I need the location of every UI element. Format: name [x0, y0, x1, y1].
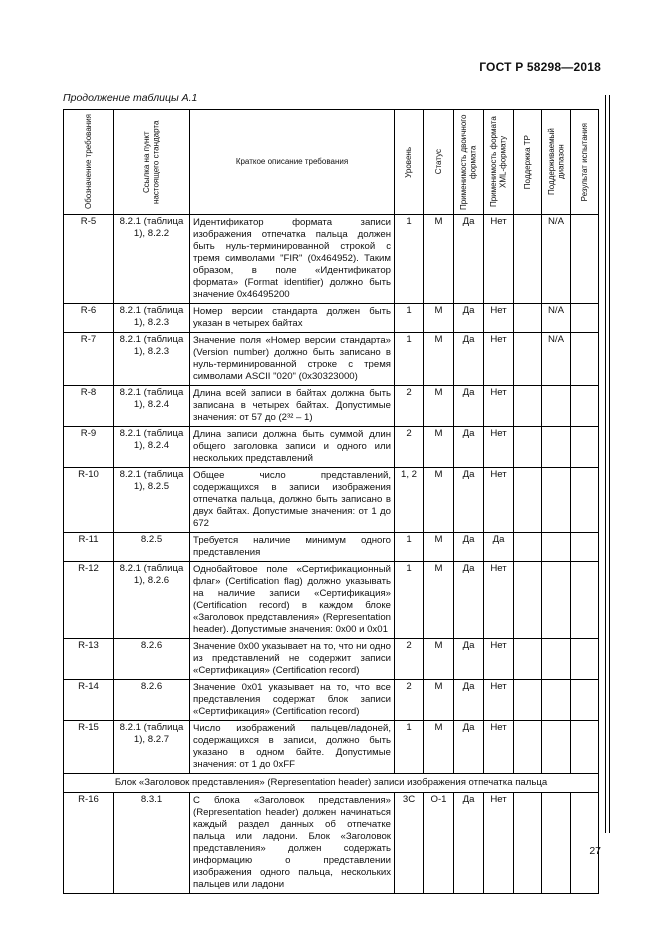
cell-supported-range: [542, 386, 571, 427]
cell-test-result: [571, 639, 599, 680]
cell-supported-range: [542, 533, 571, 562]
col-header-requirement-id: Обозначение требования: [64, 110, 114, 215]
cell-description: Значение 0x01 указывает на то, что все представления содержат блок записи «Сертификация» (Certification record): [190, 680, 395, 721]
cell-test-result: [571, 386, 599, 427]
cell-xml-applicability: Нет: [484, 427, 514, 468]
cell-supported-range: [542, 793, 571, 894]
cell-description: Длина записи должна быть суммой длин общего заголовка записи и одного или нескольких представлений: [190, 427, 395, 468]
cell-xml-applicability: Нет: [484, 333, 514, 386]
cell-supported-range: N/A: [542, 215, 571, 304]
table-continuation-caption: Продолжение таблицы А.1: [63, 92, 198, 104]
section-title: Блок «Заголовок представления» (Representation header) записи изображения отпечатка пальца: [64, 774, 599, 793]
cell-test-result: [571, 333, 599, 386]
cell-level: 2: [395, 427, 424, 468]
cell-reference: 8.2.6: [114, 680, 190, 721]
table-row: [64, 427, 599, 468]
cell-tp-support: [514, 562, 542, 639]
cell-xml-applicability: Нет: [484, 468, 514, 533]
table-header-row: [64, 110, 599, 215]
cell-requirement-id: R-5: [64, 215, 114, 304]
table-row: [64, 215, 599, 304]
cell-binary-applicability: Да: [454, 680, 484, 721]
cell-xml-applicability: Да: [484, 533, 514, 562]
table-row: [64, 793, 599, 894]
cell-status: M: [424, 639, 454, 680]
cell-binary-applicability: Да: [454, 333, 484, 386]
cell-test-result: [571, 562, 599, 639]
cell-description: Значение 0x00 указывает на то, что ни одно из представлений не содержит записи «Сертификация» (Certification record): [190, 639, 395, 680]
col-header-level: Уровень: [395, 110, 424, 215]
cell-tp-support: [514, 680, 542, 721]
cell-requirement-id: R-13: [64, 639, 114, 680]
cell-requirement-id: R-11: [64, 533, 114, 562]
col-header-supported-range: Поддерживаемый диапазон: [542, 110, 571, 215]
cell-xml-applicability: Нет: [484, 304, 514, 333]
cell-binary-applicability: Да: [454, 215, 484, 304]
cell-description: Номер версии стандарта должен быть указан в четырех байтах: [190, 304, 395, 333]
cell-description: С блока «Заголовок представления» (Representation header) должен начинаться каждый раздел данных об отпечатке пальца или ладони. Блок «Заголовок представления» должен содержать информацию о представлении изображения одного пальца, нескольких пальцев или ладони: [190, 793, 395, 894]
cell-binary-applicability: Да: [454, 793, 484, 894]
cell-requirement-id: R-8: [64, 386, 114, 427]
col-header-reference: Ссылка на пункт настоящего стандарта: [114, 110, 190, 215]
requirements-table: [63, 109, 599, 894]
table-row: [64, 304, 599, 333]
col-header-description: Краткое описание требования: [190, 110, 395, 215]
table-row: [64, 562, 599, 639]
cell-xml-applicability: Нет: [484, 562, 514, 639]
cell-test-result: [571, 468, 599, 533]
table-row: [64, 333, 599, 386]
cell-test-result: [571, 721, 599, 774]
cell-status: M: [424, 304, 454, 333]
cell-binary-applicability: Да: [454, 304, 484, 333]
cell-binary-applicability: Да: [454, 533, 484, 562]
table-row: [64, 386, 599, 427]
margin-line: [605, 95, 606, 833]
cell-level: 1: [395, 304, 424, 333]
cell-tp-support: [514, 333, 542, 386]
cell-tp-support: [514, 721, 542, 774]
cell-description: Однобайтовое поле «Сертификационный флаг» (Certification flag) должно указывать на наличие записи «Сертификация» (Certification record) в каждом блоке «Заголовок представления» (Representation header). Допустимые значения: 0x00 и 0x01: [190, 562, 395, 639]
table-row: [64, 721, 599, 774]
cell-level: 2: [395, 639, 424, 680]
cell-reference: 8.2.1 (таблица 1), 8.2.7: [114, 721, 190, 774]
cell-description: Требуется наличие минимум одного представления: [190, 533, 395, 562]
cell-reference: 8.2.5: [114, 533, 190, 562]
cell-description: Идентификатор формата записи изображения отпечатка пальца должен быть нуль-терминированной строкой с тремя символами "FIR" (0x464952). Таким образом, в поле «Идентификатор формата» (Format identifier) должно быть значение 0x46495200: [190, 215, 395, 304]
cell-reference: 8.2.1 (таблица 1), 8.2.3: [114, 333, 190, 386]
table-row: [64, 639, 599, 680]
cell-binary-applicability: Да: [454, 721, 484, 774]
col-header-tp-support: Поддержка ТР: [514, 110, 542, 215]
margin-line: [609, 95, 610, 833]
cell-status: M: [424, 680, 454, 721]
cell-supported-range: [542, 721, 571, 774]
col-header-binary-applicability: Применимость двоичного формата: [454, 110, 484, 215]
cell-requirement-id: R-10: [64, 468, 114, 533]
cell-reference: 8.2.1 (таблица 1), 8.2.4: [114, 427, 190, 468]
cell-level: 1: [395, 215, 424, 304]
cell-tp-support: [514, 386, 542, 427]
cell-xml-applicability: Нет: [484, 639, 514, 680]
cell-level: 1: [395, 562, 424, 639]
cell-test-result: [571, 680, 599, 721]
section-header-row: [64, 774, 599, 793]
cell-reference: 8.2.1 (таблица 1), 8.2.2: [114, 215, 190, 304]
cell-binary-applicability: Да: [454, 427, 484, 468]
cell-reference: 8.2.1 (таблица 1), 8.2.3: [114, 304, 190, 333]
cell-reference: 8.2.6: [114, 639, 190, 680]
table-row: [64, 468, 599, 533]
cell-requirement-id: R-9: [64, 427, 114, 468]
cell-requirement-id: R-7: [64, 333, 114, 386]
cell-status: M: [424, 533, 454, 562]
cell-status: M: [424, 468, 454, 533]
cell-test-result: [571, 427, 599, 468]
cell-tp-support: [514, 468, 542, 533]
cell-supported-range: [542, 427, 571, 468]
cell-requirement-id: R-14: [64, 680, 114, 721]
cell-level: 2: [395, 680, 424, 721]
cell-binary-applicability: Да: [454, 386, 484, 427]
cell-description: Длина всей записи в байтах должна быть записана в четырех байтах. Допустимые значения: от 57 до (2³² – 1): [190, 386, 395, 427]
cell-level: 1: [395, 333, 424, 386]
cell-binary-applicability: Да: [454, 562, 484, 639]
cell-binary-applicability: Да: [454, 639, 484, 680]
cell-test-result: [571, 304, 599, 333]
cell-requirement-id: R-12: [64, 562, 114, 639]
cell-status: M: [424, 721, 454, 774]
cell-level: 1: [395, 533, 424, 562]
cell-supported-range: N/A: [542, 333, 571, 386]
cell-reference: 8.2.1 (таблица 1), 8.2.4: [114, 386, 190, 427]
cell-tp-support: [514, 427, 542, 468]
cell-description: Общее число представлений, содержащихся в записи изображения отпечатка пальца, должно быть записано в двух байтах. Допустимые значения: от 1 до 672: [190, 468, 395, 533]
cell-requirement-id: R-16: [64, 793, 114, 894]
cell-tp-support: [514, 304, 542, 333]
cell-status: M: [424, 333, 454, 386]
cell-xml-applicability: Нет: [484, 680, 514, 721]
cell-tp-support: [514, 639, 542, 680]
table-row: [64, 533, 599, 562]
cell-reference: 8.3.1: [114, 793, 190, 894]
cell-tp-support: [514, 215, 542, 304]
cell-level: 1: [395, 721, 424, 774]
col-header-status: Статус: [424, 110, 454, 215]
cell-status: M: [424, 215, 454, 304]
cell-supported-range: [542, 468, 571, 533]
cell-level: 1, 2: [395, 468, 424, 533]
col-header-test-result: Результат испытания: [571, 110, 599, 215]
cell-description: Число изображений пальцев/ладоней, содержащихся в записи, должно быть указано в одном байте. Допустимые значения: от 1 до 0xFF: [190, 721, 395, 774]
cell-xml-applicability: Нет: [484, 721, 514, 774]
cell-level: 2: [395, 386, 424, 427]
cell-reference: 8.2.1 (таблица 1), 8.2.5: [114, 468, 190, 533]
cell-requirement-id: R-15: [64, 721, 114, 774]
cell-xml-applicability: Нет: [484, 215, 514, 304]
cell-supported-range: [542, 680, 571, 721]
cell-supported-range: N/A: [542, 304, 571, 333]
cell-status: О-1: [424, 793, 454, 894]
table-row: [64, 680, 599, 721]
standard-code: ГОСТ Р 58298—2018: [479, 60, 601, 74]
cell-reference: 8.2.1 (таблица 1), 8.2.6: [114, 562, 190, 639]
cell-test-result: [571, 793, 599, 894]
cell-supported-range: [542, 639, 571, 680]
cell-tp-support: [514, 793, 542, 894]
col-header-xml-applicability: Применимость формата XML-формату: [484, 110, 514, 215]
cell-test-result: [571, 215, 599, 304]
cell-status: M: [424, 386, 454, 427]
requirements-table-container: [63, 109, 598, 894]
cell-status: M: [424, 562, 454, 639]
cell-xml-applicability: Нет: [484, 386, 514, 427]
page-number: 27: [589, 845, 601, 857]
cell-supported-range: [542, 562, 571, 639]
cell-xml-applicability: Нет: [484, 793, 514, 894]
cell-test-result: [571, 533, 599, 562]
cell-binary-applicability: Да: [454, 468, 484, 533]
cell-requirement-id: R-6: [64, 304, 114, 333]
cell-tp-support: [514, 533, 542, 562]
cell-status: M: [424, 427, 454, 468]
cell-description: Значение поля «Номер версии стандарта» (Version number) должно быть записано в нуль-терминированной строке с тремя символами ASCII "020" (0x30323000): [190, 333, 395, 386]
cell-level: 3С: [395, 793, 424, 894]
